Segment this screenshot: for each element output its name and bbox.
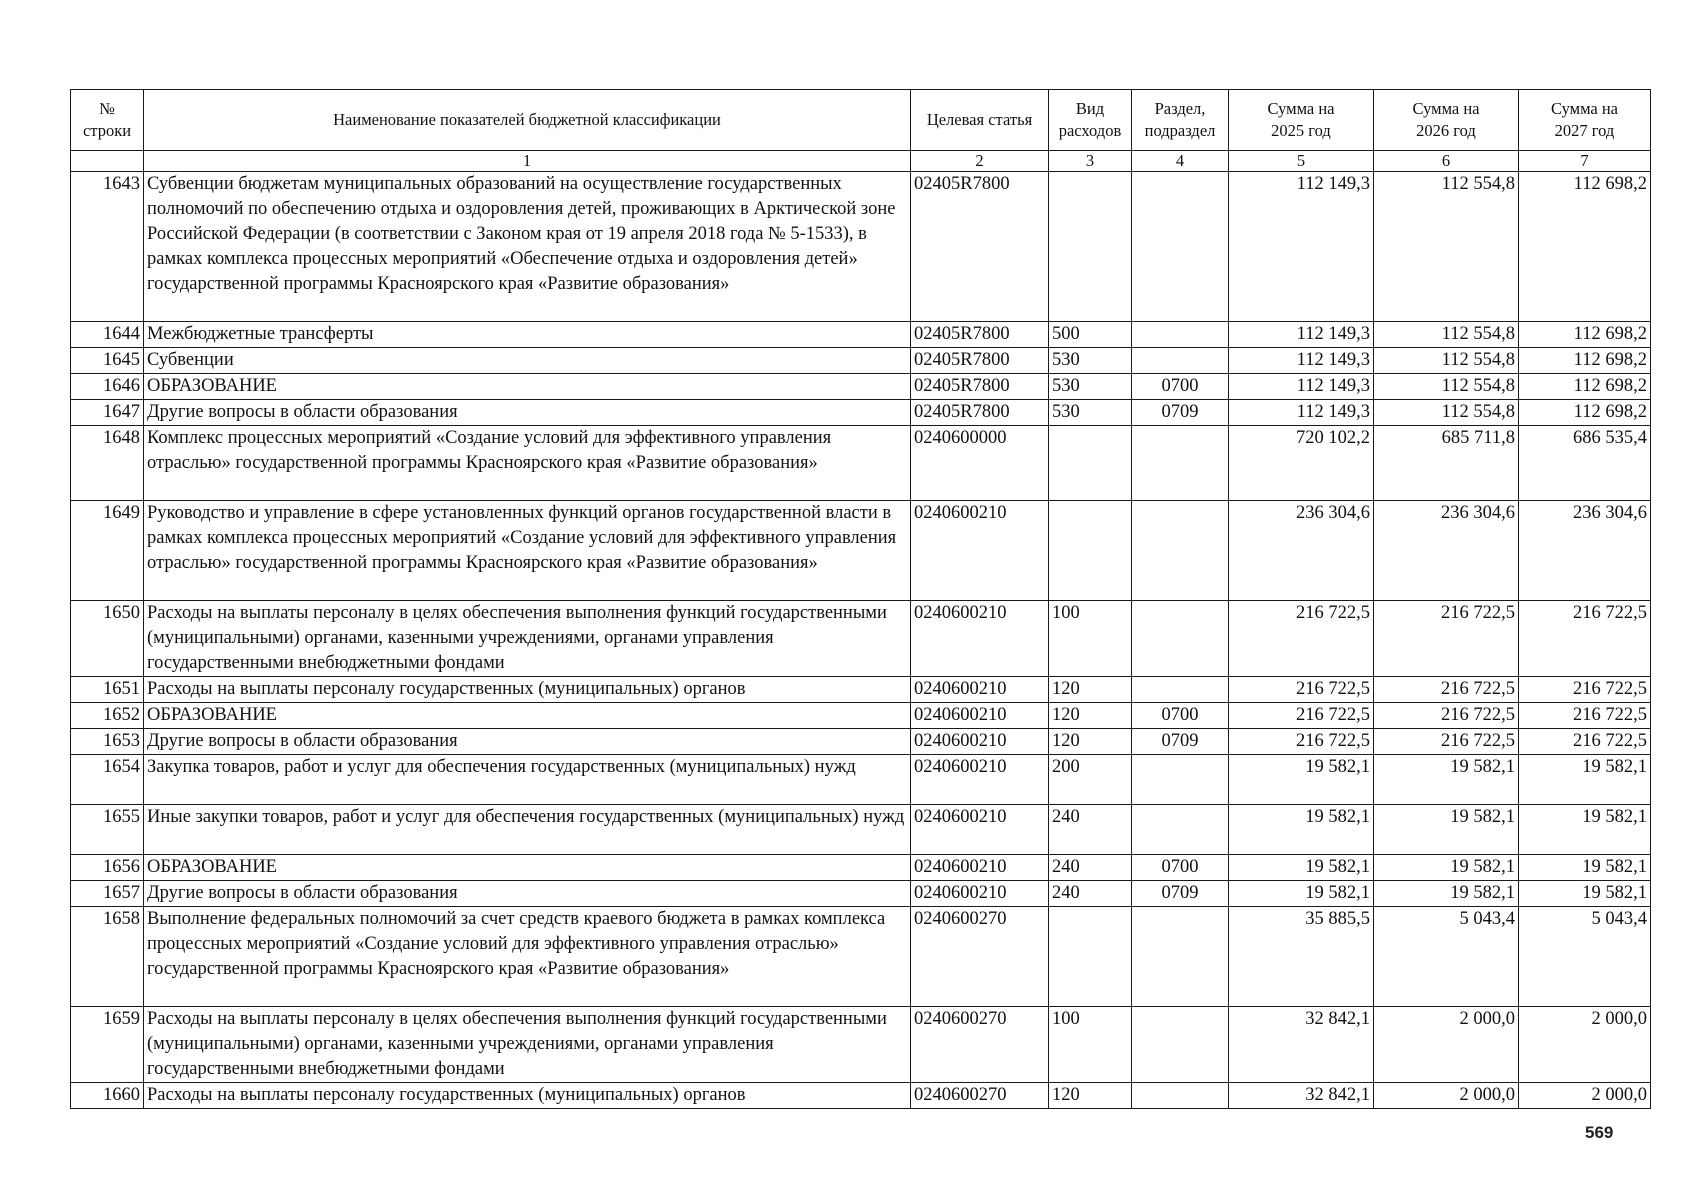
target-article: 0240600210 bbox=[911, 805, 1049, 855]
table-row bbox=[71, 501, 1651, 601]
table-row bbox=[71, 1083, 1651, 1109]
table-row bbox=[71, 426, 1651, 501]
expense-kind: 530 bbox=[1049, 348, 1132, 374]
expense-kind: 100 bbox=[1049, 601, 1132, 677]
sum-2026: 112 554,8 bbox=[1374, 322, 1519, 348]
header-sum-2026: Сумма на 2026 год bbox=[1374, 90, 1519, 151]
expense-kind: 500 bbox=[1049, 322, 1132, 348]
sum-2027: 236 304,6 bbox=[1519, 501, 1651, 601]
target-article: 0240600210 bbox=[911, 677, 1049, 703]
indicator-name: Закупка товаров, работ и услуг для обеспечения государственных (муниципальных) нужд bbox=[144, 755, 911, 805]
sum-2026: 216 722,5 bbox=[1374, 601, 1519, 677]
section-code bbox=[1132, 501, 1229, 601]
sum-2026: 19 582,1 bbox=[1374, 755, 1519, 805]
target-article: 0240600210 bbox=[911, 881, 1049, 907]
row-number: 1649 bbox=[71, 501, 144, 601]
indicator-name: ОБРАЗОВАНИЕ bbox=[144, 703, 911, 729]
section-code bbox=[1132, 907, 1229, 1007]
sum-2026: 216 722,5 bbox=[1374, 703, 1519, 729]
target-article: 0240600210 bbox=[911, 703, 1049, 729]
sum-2025: 236 304,6 bbox=[1229, 501, 1374, 601]
column-number-blank bbox=[71, 151, 144, 172]
table-row bbox=[71, 677, 1651, 703]
indicator-name: Комплекс процессных мероприятий «Создание условий для эффективного управления отраслью» государственной программы Красноярского края «Развитие образования» bbox=[144, 426, 911, 501]
sum-2027: 19 582,1 bbox=[1519, 805, 1651, 855]
sum-2027: 2 000,0 bbox=[1519, 1007, 1651, 1083]
sum-2027: 2 000,0 bbox=[1519, 1083, 1651, 1109]
indicator-name: Субвенции бюджетам муниципальных образований на осуществление государственных полномочий по обеспечению отдыха и оздоровления детей, проживающих в Арктической зоне Российской Федерации (в соответствии с Законом края от 19 апреля 2018 года № 5-1533), в рамках комплекса процессных мероприятий «Обеспечение отдыха и оздоровления детей» государственной программы Красноярского края «Развитие образования» bbox=[144, 172, 911, 322]
table-row bbox=[71, 729, 1651, 755]
indicator-name: Расходы на выплаты персоналу государственных (муниципальных) органов bbox=[144, 677, 911, 703]
sum-2026: 685 711,8 bbox=[1374, 426, 1519, 501]
target-article: 0240600270 bbox=[911, 1007, 1049, 1083]
table-row bbox=[71, 322, 1651, 348]
row-number: 1660 bbox=[71, 1083, 144, 1109]
sum-2027: 19 582,1 bbox=[1519, 881, 1651, 907]
column-number: 4 bbox=[1132, 151, 1229, 172]
header-section: Раздел, подраздел bbox=[1132, 90, 1229, 151]
row-number: 1656 bbox=[71, 855, 144, 881]
row-number: 1645 bbox=[71, 348, 144, 374]
row-number: 1655 bbox=[71, 805, 144, 855]
row-number: 1658 bbox=[71, 907, 144, 1007]
target-article: 02405R7800 bbox=[911, 348, 1049, 374]
section-code bbox=[1132, 805, 1229, 855]
sum-2025: 112 149,3 bbox=[1229, 374, 1374, 400]
expense-kind: 120 bbox=[1049, 729, 1132, 755]
sum-2027: 112 698,2 bbox=[1519, 172, 1651, 322]
section-code bbox=[1132, 322, 1229, 348]
indicator-name: Руководство и управление в сфере установленных функций органов государственной власти в рамках комплекса процессных мероприятий «Создание условий для эффективного управления отраслью» государственной программы Красноярского края «Развитие образования» bbox=[144, 501, 911, 601]
row-number: 1650 bbox=[71, 601, 144, 677]
sum-2025: 216 722,5 bbox=[1229, 601, 1374, 677]
sum-2027: 216 722,5 bbox=[1519, 703, 1651, 729]
target-article: 0240600210 bbox=[911, 601, 1049, 677]
sum-2025: 216 722,5 bbox=[1229, 677, 1374, 703]
expense-kind bbox=[1049, 172, 1132, 322]
sum-2027: 112 698,2 bbox=[1519, 348, 1651, 374]
section-code bbox=[1132, 1083, 1229, 1109]
row-number: 1643 bbox=[71, 172, 144, 322]
section-code bbox=[1132, 601, 1229, 677]
sum-2026: 19 582,1 bbox=[1374, 805, 1519, 855]
column-number: 2 bbox=[911, 151, 1049, 172]
table-row bbox=[71, 855, 1651, 881]
sum-2026: 112 554,8 bbox=[1374, 400, 1519, 426]
sum-2026: 19 582,1 bbox=[1374, 855, 1519, 881]
column-number: 3 bbox=[1049, 151, 1132, 172]
sum-2026: 112 554,8 bbox=[1374, 172, 1519, 322]
target-article: 0240600210 bbox=[911, 729, 1049, 755]
table-row bbox=[71, 881, 1651, 907]
sum-2025: 32 842,1 bbox=[1229, 1083, 1374, 1109]
expense-kind: 240 bbox=[1049, 805, 1132, 855]
sum-2025: 112 149,3 bbox=[1229, 348, 1374, 374]
indicator-name: Расходы на выплаты персоналу в целях обеспечения выполнения функций государственными (муниципальными) органами, казенными учреждениями, органами управления государственными внебюджетными фондами bbox=[144, 601, 911, 677]
indicator-name: Межбюджетные трансферты bbox=[144, 322, 911, 348]
sum-2027: 19 582,1 bbox=[1519, 855, 1651, 881]
column-number: 7 bbox=[1519, 151, 1651, 172]
sum-2026: 19 582,1 bbox=[1374, 881, 1519, 907]
sum-2026: 216 722,5 bbox=[1374, 729, 1519, 755]
table-row bbox=[71, 907, 1651, 1007]
sum-2027: 216 722,5 bbox=[1519, 601, 1651, 677]
section-code: 0700 bbox=[1132, 374, 1229, 400]
target-article: 02405R7800 bbox=[911, 400, 1049, 426]
table-row bbox=[71, 703, 1651, 729]
expense-kind bbox=[1049, 501, 1132, 601]
sum-2025: 720 102,2 bbox=[1229, 426, 1374, 501]
column-number-row bbox=[71, 151, 1651, 172]
indicator-name: Иные закупки товаров, работ и услуг для обеспечения государственных (муниципальных) нужд bbox=[144, 805, 911, 855]
expense-kind: 100 bbox=[1049, 1007, 1132, 1083]
row-number: 1647 bbox=[71, 400, 144, 426]
table-row bbox=[71, 172, 1651, 322]
sum-2027: 112 698,2 bbox=[1519, 374, 1651, 400]
section-code: 0709 bbox=[1132, 881, 1229, 907]
indicator-name: Другие вопросы в области образования bbox=[144, 881, 911, 907]
expense-kind: 120 bbox=[1049, 1083, 1132, 1109]
target-article: 02405R7800 bbox=[911, 172, 1049, 322]
row-number: 1644 bbox=[71, 322, 144, 348]
table-row bbox=[71, 805, 1651, 855]
sum-2027: 112 698,2 bbox=[1519, 400, 1651, 426]
sum-2026: 5 043,4 bbox=[1374, 907, 1519, 1007]
target-article: 0240600210 bbox=[911, 855, 1049, 881]
header-row-number: № строки bbox=[71, 90, 144, 151]
table-body bbox=[71, 172, 1651, 1109]
header-indicator-name: Наименование показателей бюджетной классификации bbox=[144, 90, 911, 151]
sum-2025: 19 582,1 bbox=[1229, 881, 1374, 907]
sum-2027: 686 535,4 bbox=[1519, 426, 1651, 501]
target-article: 0240600270 bbox=[911, 907, 1049, 1007]
expense-kind: 240 bbox=[1049, 881, 1132, 907]
sum-2025: 19 582,1 bbox=[1229, 755, 1374, 805]
indicator-name: Выполнение федеральных полномочий за счет средств краевого бюджета в рамках комплекса процессных мероприятий «Создание условий для эффективного управления отраслью» государственной программы Красноярского края «Развитие образования» bbox=[144, 907, 911, 1007]
sum-2026: 112 554,8 bbox=[1374, 374, 1519, 400]
sum-2027: 112 698,2 bbox=[1519, 322, 1651, 348]
section-code bbox=[1132, 677, 1229, 703]
expense-kind bbox=[1049, 907, 1132, 1007]
sum-2025: 112 149,3 bbox=[1229, 322, 1374, 348]
sum-2027: 216 722,5 bbox=[1519, 729, 1651, 755]
section-code bbox=[1132, 348, 1229, 374]
expense-kind bbox=[1049, 426, 1132, 501]
section-code bbox=[1132, 1007, 1229, 1083]
sum-2025: 19 582,1 bbox=[1229, 805, 1374, 855]
sum-2025: 19 582,1 bbox=[1229, 855, 1374, 881]
section-code bbox=[1132, 755, 1229, 805]
row-number: 1657 bbox=[71, 881, 144, 907]
budget-table bbox=[70, 89, 1651, 1109]
expense-kind: 240 bbox=[1049, 855, 1132, 881]
column-number: 1 bbox=[144, 151, 911, 172]
sum-2025: 216 722,5 bbox=[1229, 703, 1374, 729]
sum-2025: 216 722,5 bbox=[1229, 729, 1374, 755]
expense-kind: 530 bbox=[1049, 400, 1132, 426]
sum-2025: 112 149,3 bbox=[1229, 172, 1374, 322]
header-sum-2027: Сумма на 2027 год bbox=[1519, 90, 1651, 151]
target-article: 0240600270 bbox=[911, 1083, 1049, 1109]
sum-2026: 216 722,5 bbox=[1374, 677, 1519, 703]
indicator-name: Другие вопросы в области образования bbox=[144, 729, 911, 755]
column-number: 6 bbox=[1374, 151, 1519, 172]
sum-2027: 19 582,1 bbox=[1519, 755, 1651, 805]
section-code bbox=[1132, 426, 1229, 501]
sum-2027: 5 043,4 bbox=[1519, 907, 1651, 1007]
sum-2026: 2 000,0 bbox=[1374, 1007, 1519, 1083]
row-number: 1651 bbox=[71, 677, 144, 703]
row-number: 1648 bbox=[71, 426, 144, 501]
row-number: 1654 bbox=[71, 755, 144, 805]
table-row bbox=[71, 1007, 1651, 1083]
indicator-name: Расходы на выплаты персоналу государственных (муниципальных) органов bbox=[144, 1083, 911, 1109]
table-row bbox=[71, 348, 1651, 374]
target-article: 0240600210 bbox=[911, 501, 1049, 601]
section-code: 0700 bbox=[1132, 855, 1229, 881]
expense-kind: 120 bbox=[1049, 703, 1132, 729]
row-number: 1659 bbox=[71, 1007, 144, 1083]
section-code: 0709 bbox=[1132, 729, 1229, 755]
budget-sheet bbox=[70, 89, 1650, 1109]
table-row bbox=[71, 601, 1651, 677]
expense-kind: 200 bbox=[1049, 755, 1132, 805]
expense-kind: 530 bbox=[1049, 374, 1132, 400]
section-code: 0700 bbox=[1132, 703, 1229, 729]
header-target-article: Целевая статья bbox=[911, 90, 1049, 151]
indicator-name: Другие вопросы в области образования bbox=[144, 400, 911, 426]
row-number: 1652 bbox=[71, 703, 144, 729]
header-row bbox=[71, 90, 1651, 151]
sum-2026: 236 304,6 bbox=[1374, 501, 1519, 601]
header-sum-2025: Сумма на 2025 год bbox=[1229, 90, 1374, 151]
expense-kind: 120 bbox=[1049, 677, 1132, 703]
sum-2027: 216 722,5 bbox=[1519, 677, 1651, 703]
indicator-name: ОБРАЗОВАНИЕ bbox=[144, 374, 911, 400]
column-number: 5 bbox=[1229, 151, 1374, 172]
sum-2026: 2 000,0 bbox=[1374, 1083, 1519, 1109]
table-row bbox=[71, 755, 1651, 805]
header-expense-kind: Вид расходов bbox=[1049, 90, 1132, 151]
table-row bbox=[71, 400, 1651, 426]
indicator-name: ОБРАЗОВАНИЕ bbox=[144, 855, 911, 881]
sum-2026: 112 554,8 bbox=[1374, 348, 1519, 374]
section-code: 0709 bbox=[1132, 400, 1229, 426]
row-number: 1653 bbox=[71, 729, 144, 755]
target-article: 0240600210 bbox=[911, 755, 1049, 805]
page-number: 569 bbox=[1585, 1123, 1614, 1142]
target-article: 0240600000 bbox=[911, 426, 1049, 501]
sum-2025: 32 842,1 bbox=[1229, 1007, 1374, 1083]
row-number: 1646 bbox=[71, 374, 144, 400]
table-row bbox=[71, 374, 1651, 400]
indicator-name: Субвенции bbox=[144, 348, 911, 374]
sum-2025: 35 885,5 bbox=[1229, 907, 1374, 1007]
sum-2025: 112 149,3 bbox=[1229, 400, 1374, 426]
indicator-name: Расходы на выплаты персоналу в целях обеспечения выполнения функций государственными (муниципальными) органами, казенными учреждениями, органами управления государственными внебюджетными фондами bbox=[144, 1007, 911, 1083]
target-article: 02405R7800 bbox=[911, 322, 1049, 348]
section-code bbox=[1132, 172, 1229, 322]
target-article: 02405R7800 bbox=[911, 374, 1049, 400]
